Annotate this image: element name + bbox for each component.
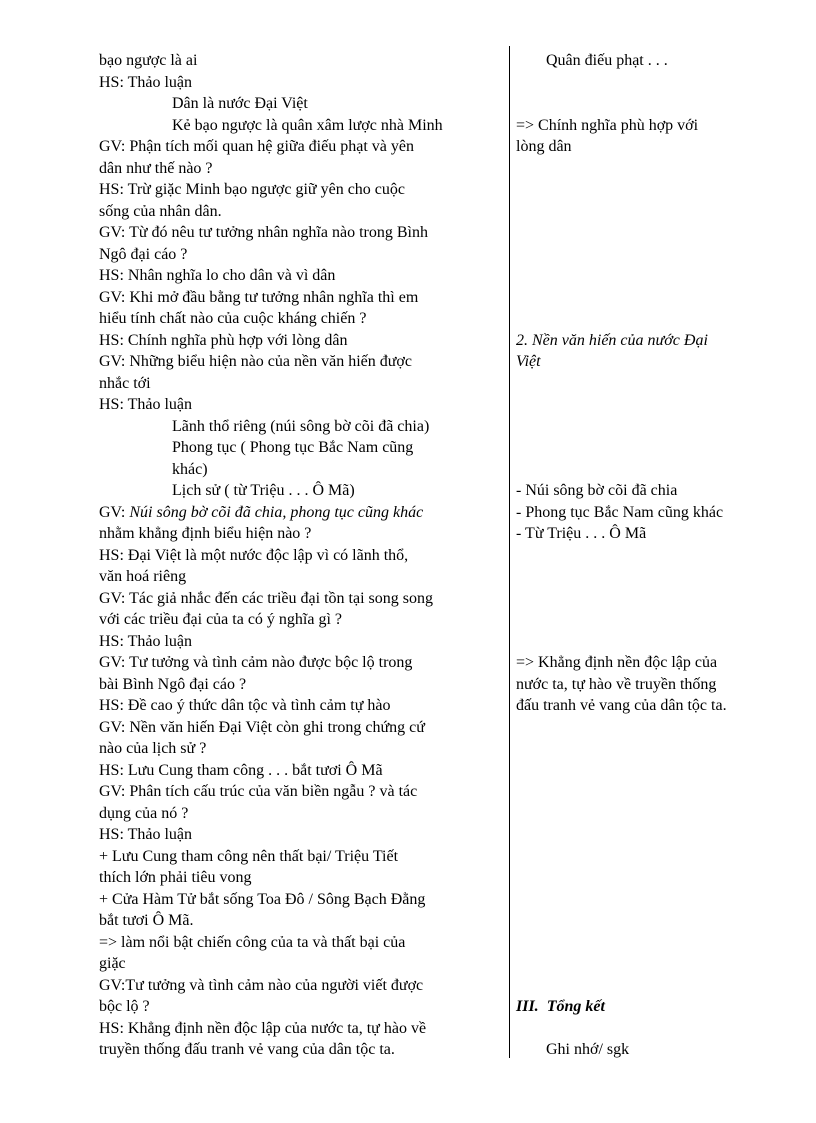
blank-line [516, 975, 786, 997]
text-line: Phong tục ( Phong tục Bắc Nam cũng [172, 439, 414, 456]
text-line: GV: Phận tích mối quan hệ giữa điếu phạt và yên [99, 138, 414, 155]
text-line: bạo ngược là ai [99, 52, 198, 69]
blank-line [516, 781, 786, 803]
italic-quote: Núi sông bờ cõi đã chia, phong tục cũng khác [129, 503, 424, 521]
text-line: hiểu tính chất nào của cuộc kháng chiến ? [99, 310, 367, 327]
blank-line [516, 588, 786, 610]
blank-line [516, 609, 786, 631]
blank-line [516, 158, 786, 180]
text-line: Quân điếu phạt . . . [546, 52, 668, 69]
text-line: HS: Lưu Cung tham công . . . bắt tươi Ô Mã [99, 761, 383, 779]
blank-line [516, 846, 786, 868]
blank-line [516, 889, 786, 911]
blank-line [516, 72, 786, 94]
text-line: với các triều đại của ta có ý nghĩa gì ? [99, 611, 343, 628]
blank-line [516, 1018, 786, 1040]
blank-line [516, 416, 786, 438]
text-line: HS: Thảo luận [99, 73, 193, 91]
text-line: truyền thống đấu tranh vẻ vang của dân tộc ta. [99, 1041, 395, 1058]
text-line [99, 502, 505, 524]
blank-line [516, 93, 786, 115]
blank-line [516, 566, 786, 588]
text-line: GV:Tư tưởng và tình cảm nào của người viết được [99, 976, 424, 994]
section-heading [516, 996, 786, 1018]
blank-line [516, 437, 786, 459]
text-line: => làm nổi bật chiến công của ta và thất bại của [99, 933, 406, 951]
blank-line [516, 717, 786, 739]
text-line: bắt tươi Ô Mã. [99, 912, 194, 929]
column-divider [509, 46, 510, 1058]
text-line: thích lớn phải tiêu vong [99, 869, 252, 886]
text-line: HS: Thảo luận [99, 826, 193, 843]
text-line: GV: Tác giả nhắc đến các triều đại tồn tại song song [99, 589, 433, 607]
text-line: đấu tranh vẻ vang của dân tộc ta. [516, 697, 727, 714]
text-line: => Chính nghĩa phù hợp với [516, 116, 699, 134]
content-notes-column [516, 50, 786, 1061]
text-line: HS: Khẳng định nền độc lập của nước ta, tự hào về [99, 1019, 427, 1037]
text-line: HS: Chính nghĩa phù hợp với lòng dân [99, 331, 348, 349]
text-line: GV: Tư tưởng và tình cảm nào được bộc lộ trong [99, 654, 413, 671]
blank-line [516, 867, 786, 889]
text-line: Lãnh thổ riêng (núi sông bờ cõi đã chia) [172, 417, 430, 435]
blank-line [516, 394, 786, 416]
blank-line [516, 308, 786, 330]
text-line: nào của lịch sử ? [99, 740, 207, 757]
text-line: nước ta, tự hào về truyền thống [516, 675, 717, 693]
text-line: lòng dân [516, 138, 572, 155]
text-line: => Khẳng định nền độc lập của [516, 654, 718, 671]
section-heading: Việt [516, 353, 541, 370]
text-line: dân như thế nào ? [99, 159, 213, 177]
section-number: III. [516, 998, 539, 1015]
blank-line [516, 953, 786, 975]
text-line: HS: Nhân nghĩa lo cho dân và vì dân [99, 267, 336, 284]
blank-line [516, 760, 786, 782]
section-title: Tổng kết [546, 998, 605, 1015]
line-prefix: GV: [99, 503, 130, 521]
text-line: GV: Khi mở đầu bằng tư tưởng nhân nghĩa thì em [99, 288, 419, 306]
blank-line [516, 631, 786, 653]
blank-line [516, 803, 786, 825]
blank-line [516, 932, 786, 954]
text-line: Ghi nhớ/ sgk [546, 1041, 630, 1058]
text-line: bộc lộ ? [99, 998, 150, 1015]
text-line: HS: Đề cao ý thức dân tộc và tình cảm tự hào [99, 697, 391, 714]
blank-line [516, 287, 786, 309]
blank-line [516, 910, 786, 932]
text-line: sống của nhân dân. [99, 202, 222, 220]
text-line: GV: Phân tích cấu trúc của văn biền ngẫu ? và tác [99, 783, 418, 800]
text-line: + Lưu Cung tham công nên thất bại/ Triệu Tiết [99, 847, 399, 865]
text-line: HS: Trừ giặc Minh bạo ngược giữ yên cho cuộc [99, 181, 405, 198]
text-line: HS: Đại Việt là một nước độc lập vì có lãnh thổ, [99, 546, 409, 564]
text-line: Ngô đại cáo ? [99, 245, 188, 263]
text-line: nhắc tới [99, 374, 151, 392]
blank-line [516, 545, 786, 567]
text-line: HS: Thảo luận [99, 632, 193, 650]
bullet-item: - Núi sông bờ cõi đã chia [516, 482, 678, 499]
text-line: + Cửa Hàm Tử bắt sống Toa Đô / Sông Bạch Đằng [99, 890, 426, 908]
blank-line [516, 179, 786, 201]
text-line: khác) [172, 460, 208, 478]
blank-line [516, 738, 786, 760]
blank-line [516, 222, 786, 244]
text-line: giặc [99, 955, 126, 972]
blank-line [516, 201, 786, 223]
text-line: dụng của nó ? [99, 804, 189, 822]
blank-line [516, 824, 786, 846]
bullet-item: - Từ Triệu . . . Ô Mã [516, 525, 647, 542]
bullet-item: - Phong tục Bắc Nam cũng khác [516, 503, 724, 521]
blank-line [516, 373, 786, 395]
text-line: bài Bình Ngô đại cáo ? [99, 675, 247, 693]
text-line: GV: Từ đó nêu tư tưởng nhân nghĩa nào trong Bình [99, 224, 428, 241]
text-line: Dân là nước Đại Việt [172, 95, 308, 112]
section-heading: 2. Nền văn hiến của nước Đại [516, 331, 708, 349]
text-line: Kẻ bạo ngược là quân xâm lược nhà Minh [172, 116, 443, 134]
text-line: GV: Những biểu hiện nào của nền văn hiến được [99, 353, 412, 370]
text-line: HS: Thảo luận [99, 396, 193, 413]
blank-line [516, 244, 786, 266]
text-line: văn hoá riêng [99, 568, 187, 585]
blank-line [516, 265, 786, 287]
teacher-student-activity-column [99, 50, 505, 1061]
text-line: Lịch sử ( từ Triệu . . . Ô Mã) [172, 482, 355, 499]
text-line: GV: Nền văn hiến Đại Việt còn ghi trong chứng cứ [99, 718, 425, 736]
text-line: nhằm khẳng định biểu hiện nào ? [99, 525, 312, 542]
blank-line [516, 459, 786, 481]
